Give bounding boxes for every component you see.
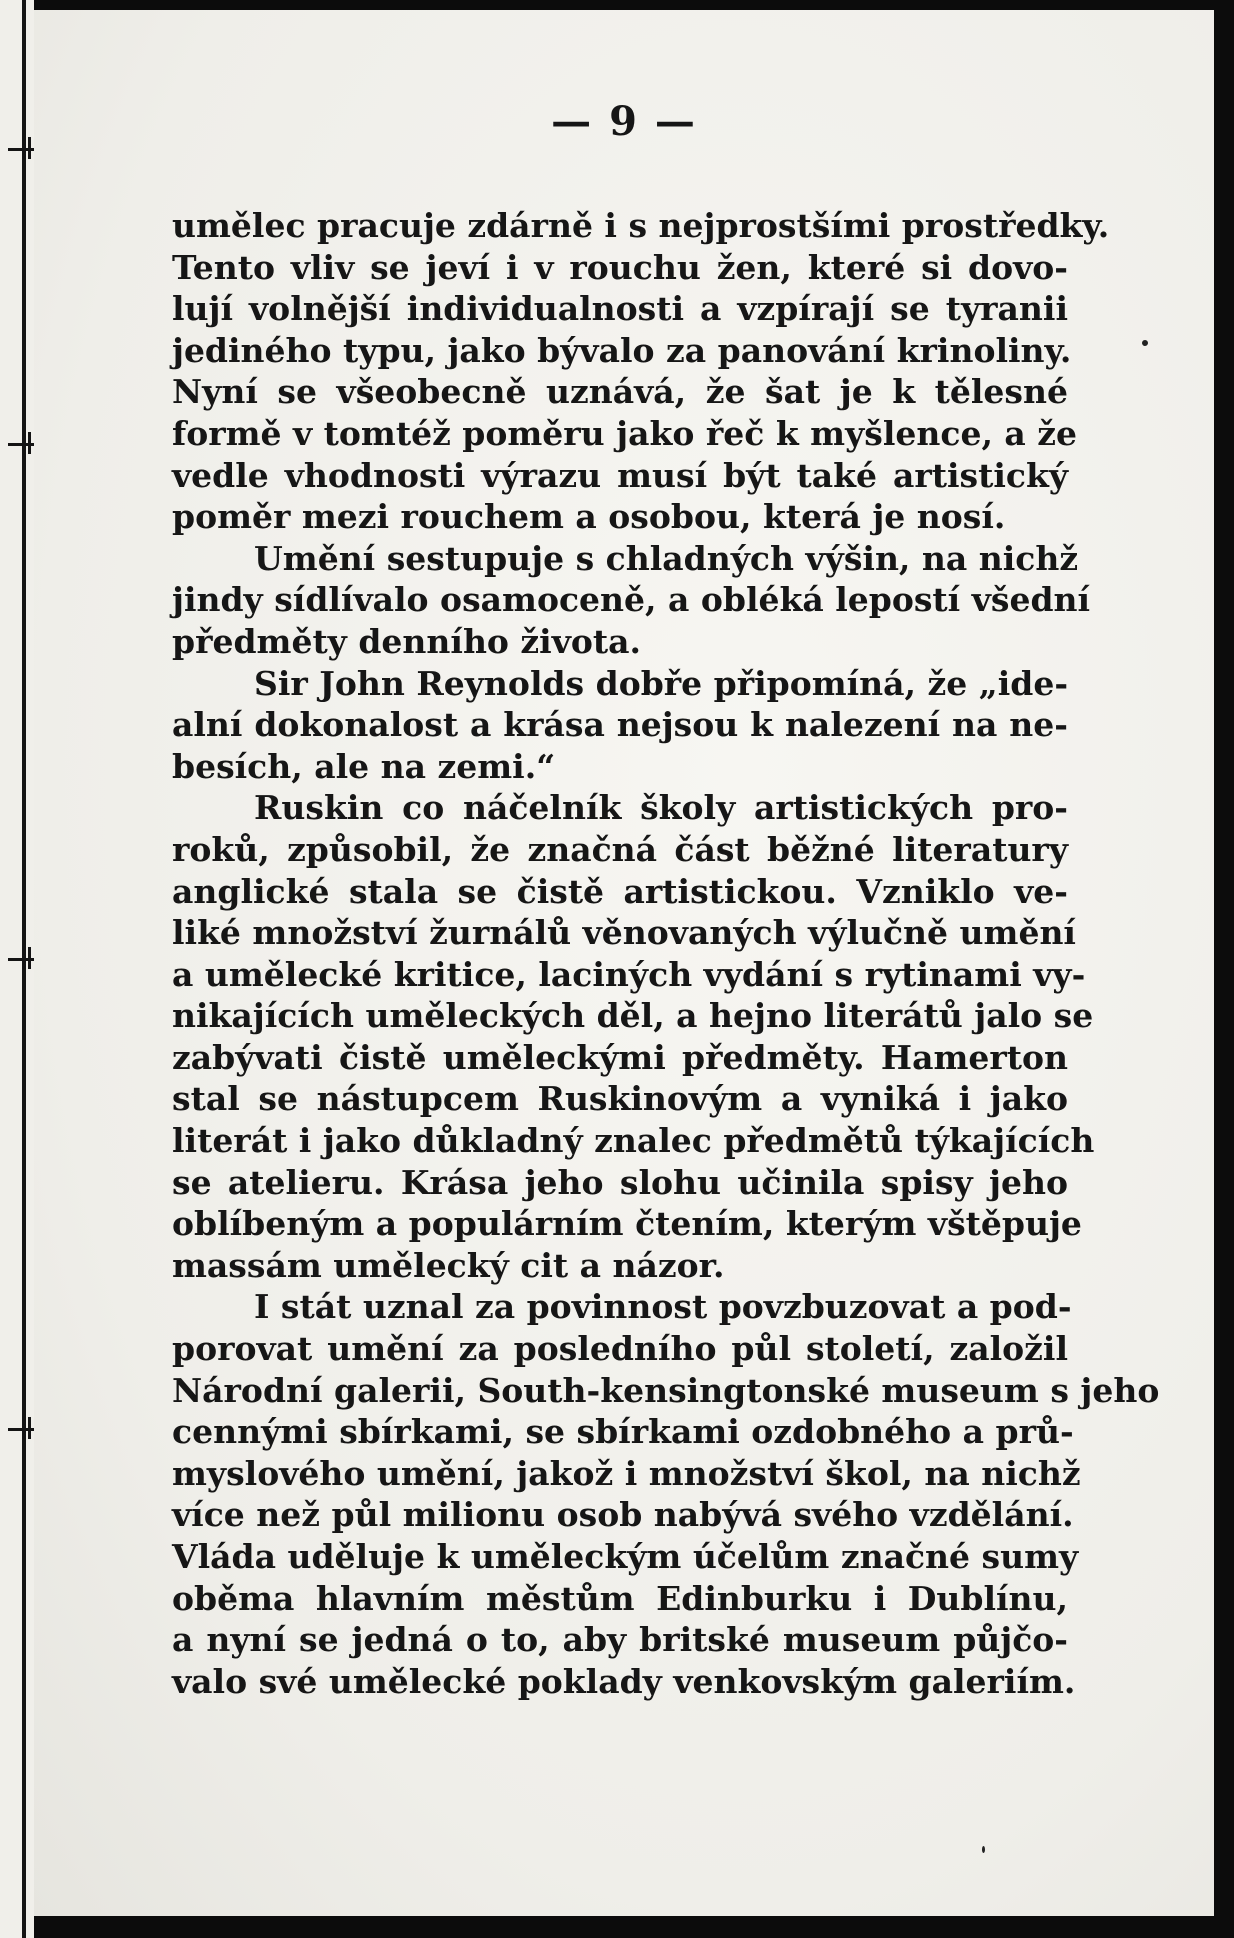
text-line: předměty denního života. (172, 621, 642, 661)
text-line: vedle vhodnosti výrazu musí být také artistický (172, 455, 1068, 495)
text-line: massám umělecký cit a názor. (172, 1245, 725, 1285)
text-line: jediného typu, jako bývalo za panování krinoliny. (172, 330, 1072, 370)
binding-stitch (28, 137, 31, 159)
book-page (34, 10, 1214, 1916)
text-line: jindy sídlívalo osamoceně, a obléká lepostí všední (172, 580, 1091, 620)
text-line: I stát uznal za povinnost povzbuzovat a pod- (254, 1287, 1072, 1327)
text-line: besích, ale na zemi.“ (172, 746, 556, 786)
text-line: oblíbeným a populárním čtením, kterým vštěpuje (172, 1204, 1082, 1244)
paper-speck (982, 1846, 985, 1853)
text-line: Sir John Reynolds dobře připomíná, že „ide- (254, 663, 1069, 703)
text-line: Umění sestupuje s chladných výšin, na nichž (254, 538, 1079, 578)
text-line: roků, způsobil, že značná část běžné literatury (172, 829, 1068, 869)
text-line: liké množství žurnálů věnovaných výlučně umění (172, 913, 1076, 953)
text-line: oběma hlavním městům Edinburku i Dublínu, (172, 1578, 1068, 1618)
text-line: porovat umění za posledního půl století, založil (172, 1329, 1068, 1369)
text-line: více než půl milionu osob nabývá svého vzdělání. (172, 1495, 1074, 1535)
text-line: literát i jako důkladný znalec předmětů týkajících (172, 1121, 1095, 1161)
text-line: alní dokonalost a krása nejsou k nalezení na ne- (172, 705, 1068, 745)
page-number: — 9 — (551, 98, 697, 145)
binding-stitch (28, 947, 31, 969)
text-line: poměr mezi rouchem a osobou, která je nosí. (172, 497, 1006, 537)
text-line: formě v tomtéž poměru jako řeč k myšlence, a že (172, 413, 1078, 453)
text-line: Tento vliv se jeví i v rouchu žen, které si dovo- (172, 247, 1068, 287)
paper-speck (1142, 340, 1148, 346)
text-line: valo své umělecké poklady venkovským galeriím. (172, 1661, 1076, 1701)
book-binding (0, 0, 34, 1938)
text-line: nikajících uměleckých děl, a hejno literátů jalo se (172, 996, 1094, 1036)
text-line: a nyní se jedná o to, aby britské museum půjčo- (172, 1620, 1068, 1660)
text-line: myslového umění, jakož i množství škol, na nichž (172, 1453, 1081, 1493)
text-line: stal se nástupcem Ruskinovým a vyniká i jako (172, 1079, 1068, 1119)
text-line: Ruskin co náčelník školy artistických pro- (254, 788, 1068, 828)
text-line: cennými sbírkami, se sbírkami ozdobného a prů- (172, 1412, 1074, 1452)
text-line: lují volnější individualnosti a vzpírají se tyranii (172, 289, 1068, 329)
text-line: Nyní se všeobecně uznává, že šat je k tělesné (172, 372, 1068, 412)
text-line: Národní galerii, South-kensingtonské museum s jeho (172, 1370, 1160, 1410)
text-line: se atelieru. Krása jeho slohu učinila spisy jeho (172, 1162, 1068, 1202)
text-line: zabývati čistě uměleckými předměty. Hamerton (172, 1037, 1068, 1077)
body-text (172, 205, 1160, 1702)
text-line: umělec pracuje zdárně i s nejprostšími prostředky. (172, 206, 1110, 245)
text-line: a umělecké kritice, laciných vydání s rytinami vy- (172, 954, 1086, 994)
binding-spine (22, 0, 26, 1938)
text-line: Vláda uděluje k uměleckým účelům značné sumy (172, 1537, 1079, 1576)
text-line: anglické stala se čistě artistickou. Vzniklo ve- (172, 871, 1068, 911)
binding-stitch (28, 1417, 31, 1439)
binding-stitch (28, 432, 31, 454)
